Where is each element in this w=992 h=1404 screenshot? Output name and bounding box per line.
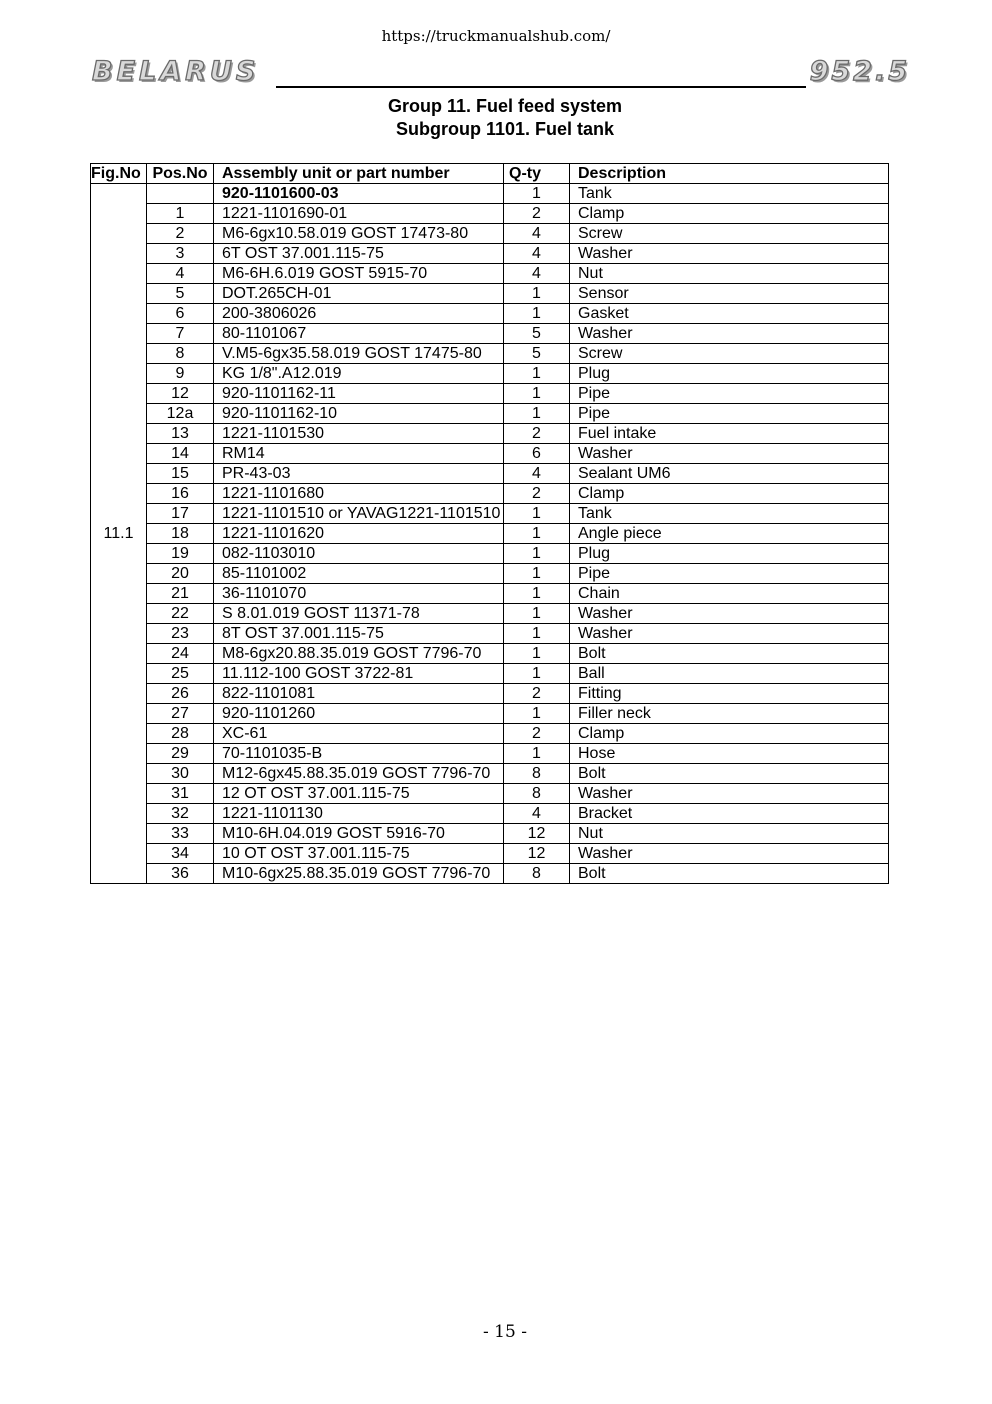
quantity-cell: 1 <box>504 624 570 644</box>
pos-cell: 14 <box>147 444 214 464</box>
pos-cell: 1 <box>147 204 214 224</box>
quantity-cell: 2 <box>504 204 570 224</box>
part-number-cell: 1221-1101680 <box>214 484 504 504</box>
description-cell: Ball <box>570 664 889 684</box>
quantity-cell: 2 <box>504 424 570 444</box>
description-cell: Washer <box>570 324 889 344</box>
part-number-cell: 1221-1101530 <box>214 424 504 444</box>
part-number-cell: XC-61 <box>214 724 504 744</box>
part-number-cell: 70-1101035-B <box>214 744 504 764</box>
description-cell: Nut <box>570 824 889 844</box>
subgroup-title: Subgroup 1101. Fuel tank <box>395 119 615 139</box>
col-header-desc: Description <box>570 164 889 184</box>
table-row <box>91 444 889 464</box>
group-title: Group 11. Fuel feed system <box>387 96 623 116</box>
brand-logo: BELARUS <box>92 56 260 87</box>
part-number-cell: 920-1101600-03 <box>214 184 504 204</box>
part-number-cell: 80-1101067 <box>214 324 504 344</box>
table-row <box>91 284 889 304</box>
description-cell: Gasket <box>570 304 889 324</box>
pos-cell: 2 <box>147 224 214 244</box>
quantity-cell: 1 <box>504 584 570 604</box>
pos-cell: 18 <box>147 524 214 544</box>
description-cell: Washer <box>570 844 889 864</box>
part-number-cell: M12-6gx45.88.35.019 GOST 7796-70 <box>214 764 504 784</box>
pos-cell: 5 <box>147 284 214 304</box>
part-number-cell: S 8.01.019 GOST 11371-78 <box>214 604 504 624</box>
quantity-cell: 12 <box>504 844 570 864</box>
pos-cell: 12 <box>147 384 214 404</box>
table-row <box>91 564 889 584</box>
description-cell: Washer <box>570 444 889 464</box>
description-cell: Pipe <box>570 404 889 424</box>
part-number-cell: 1221-1101690-01 <box>214 204 504 224</box>
pos-cell: 23 <box>147 624 214 644</box>
part-number-cell: 8T OST 37.001.115-75 <box>214 624 504 644</box>
description-cell: Nut <box>570 264 889 284</box>
part-number-cell: DOT.265CH-01 <box>214 284 504 304</box>
pos-cell: 24 <box>147 644 214 664</box>
quantity-cell: 1 <box>504 604 570 624</box>
quantity-cell: 1 <box>504 744 570 764</box>
pos-cell: 21 <box>147 584 214 604</box>
table-row <box>91 604 889 624</box>
pos-cell: 31 <box>147 784 214 804</box>
description-cell: Sensor <box>570 284 889 304</box>
description-cell: Tank <box>570 504 889 524</box>
quantity-cell: 1 <box>504 704 570 724</box>
quantity-cell: 4 <box>504 244 570 264</box>
pos-cell: 27 <box>147 704 214 724</box>
quantity-cell: 1 <box>504 564 570 584</box>
quantity-cell: 2 <box>504 484 570 504</box>
table-row <box>91 344 889 364</box>
quantity-cell: 1 <box>504 364 570 384</box>
pos-cell: 4 <box>147 264 214 284</box>
quantity-cell: 4 <box>504 464 570 484</box>
part-number-cell: 920-1101162-11 <box>214 384 504 404</box>
table-row <box>91 424 889 444</box>
quantity-cell: 4 <box>504 264 570 284</box>
description-cell: Clamp <box>570 724 889 744</box>
pos-cell: 33 <box>147 824 214 844</box>
part-number-cell: 200-3806026 <box>214 304 504 324</box>
description-cell: Clamp <box>570 484 889 504</box>
quantity-cell: 1 <box>504 664 570 684</box>
description-cell: Clamp <box>570 204 889 224</box>
col-header-fig: Fig.No <box>91 164 147 184</box>
col-header-part: Assembly unit or part number <box>214 164 504 184</box>
pos-cell: 3 <box>147 244 214 264</box>
quantity-cell: 5 <box>504 344 570 364</box>
description-cell: Tank <box>570 184 889 204</box>
description-cell: Fitting <box>570 684 889 704</box>
table-row <box>91 324 889 344</box>
pos-cell: 13 <box>147 424 214 444</box>
description-cell: Hose <box>570 744 889 764</box>
part-number-cell: 082-1103010 <box>214 544 504 564</box>
col-header-pos: Pos.No <box>147 164 214 184</box>
quantity-cell: 8 <box>504 864 570 884</box>
page-number: - 15 - <box>483 1322 527 1342</box>
table-row <box>91 184 889 204</box>
description-cell: Washer <box>570 604 889 624</box>
quantity-cell: 1 <box>504 524 570 544</box>
part-number-cell: 10 OT OST 37.001.115-75 <box>214 844 504 864</box>
source-url[interactable]: https://truckmanualshub.com/ <box>381 27 611 45</box>
quantity-cell: 8 <box>504 784 570 804</box>
pos-cell: 17 <box>147 504 214 524</box>
part-number-cell: M6-6gx10.58.019 GOST 17473-80 <box>214 224 504 244</box>
pos-cell: 12a <box>147 404 214 424</box>
table-row <box>91 464 889 484</box>
table-row <box>91 644 889 664</box>
part-number-cell: 920-1101162-10 <box>214 404 504 424</box>
table-row <box>91 404 889 424</box>
table-row <box>91 204 889 224</box>
pos-cell: 6 <box>147 304 214 324</box>
description-cell: Pipe <box>570 384 889 404</box>
table-row <box>91 524 889 544</box>
description-cell: Chain <box>570 584 889 604</box>
part-number-cell: 920-1101260 <box>214 704 504 724</box>
pos-cell: 15 <box>147 464 214 484</box>
table-row <box>91 844 889 864</box>
quantity-cell: 1 <box>504 384 570 404</box>
part-number-cell: 1221-1101620 <box>214 524 504 544</box>
quantity-cell: 2 <box>504 684 570 704</box>
pos-cell: 32 <box>147 804 214 824</box>
part-number-cell: 85-1101002 <box>214 564 504 584</box>
table-row <box>91 224 889 244</box>
table-row <box>91 304 889 324</box>
table-row <box>91 364 889 384</box>
quantity-cell: 1 <box>504 544 570 564</box>
pos-cell <box>147 184 214 204</box>
part-number-cell: 11.112-100 GOST 3722-81 <box>214 664 504 684</box>
pos-cell: 34 <box>147 844 214 864</box>
part-number-cell: M10-6gx25.88.35.019 GOST 7796-70 <box>214 864 504 884</box>
description-cell: Washer <box>570 244 889 264</box>
table-row <box>91 764 889 784</box>
table-row <box>91 484 889 504</box>
pos-cell: 9 <box>147 364 214 384</box>
pos-cell: 7 <box>147 324 214 344</box>
part-number-cell: 6T OST 37.001.115-75 <box>214 244 504 264</box>
model-number: 952.5 <box>809 56 910 87</box>
table-row <box>91 864 889 884</box>
pos-cell: 30 <box>147 764 214 784</box>
pos-cell: 26 <box>147 684 214 704</box>
part-number-cell: 1221-1101130 <box>214 804 504 824</box>
description-cell: Fuel intake <box>570 424 889 444</box>
table-row <box>91 724 889 744</box>
pos-cell: 19 <box>147 544 214 564</box>
pos-cell: 8 <box>147 344 214 364</box>
description-cell: Plug <box>570 544 889 564</box>
description-cell: Washer <box>570 784 889 804</box>
pos-cell: 36 <box>147 864 214 884</box>
description-cell: Angle piece <box>570 524 889 544</box>
table-row <box>91 784 889 804</box>
quantity-cell: 1 <box>504 304 570 324</box>
table-row <box>91 504 889 524</box>
description-cell: Filler neck <box>570 704 889 724</box>
quantity-cell: 4 <box>504 804 570 824</box>
part-number-cell: 1221-1101510 or YAVAG1221-1101510 <box>214 504 504 524</box>
quantity-cell: 1 <box>504 504 570 524</box>
table-row <box>91 544 889 564</box>
quantity-cell: 5 <box>504 324 570 344</box>
quantity-cell: 1 <box>504 184 570 204</box>
pos-cell: 25 <box>147 664 214 684</box>
header-rule <box>276 86 806 88</box>
description-cell: Screw <box>570 344 889 364</box>
description-cell: Plug <box>570 364 889 384</box>
table-row <box>91 804 889 824</box>
table-header-row <box>91 164 889 184</box>
part-number-cell: M6-6H.6.019 GOST 5915-70 <box>214 264 504 284</box>
description-cell: Bolt <box>570 644 889 664</box>
description-cell: Washer <box>570 624 889 644</box>
quantity-cell: 1 <box>504 644 570 664</box>
table-row <box>91 684 889 704</box>
table-row <box>91 264 889 284</box>
quantity-cell: 4 <box>504 224 570 244</box>
quantity-cell: 8 <box>504 764 570 784</box>
description-cell: Pipe <box>570 564 889 584</box>
pos-cell: 29 <box>147 744 214 764</box>
description-cell: Screw <box>570 224 889 244</box>
part-number-cell: RM14 <box>214 444 504 464</box>
part-number-cell: KG 1/8".A12.019 <box>214 364 504 384</box>
quantity-cell: 12 <box>504 824 570 844</box>
part-number-cell: 12 OT OST 37.001.115-75 <box>214 784 504 804</box>
description-cell: Bracket <box>570 804 889 824</box>
table-row <box>91 744 889 764</box>
pos-cell: 22 <box>147 604 214 624</box>
table-row <box>91 584 889 604</box>
description-cell: Sealant UM6 <box>570 464 889 484</box>
description-cell: Bolt <box>570 764 889 784</box>
parts-table <box>90 163 889 884</box>
fig-number-cell: 11.1 <box>91 184 147 884</box>
quantity-cell: 6 <box>504 444 570 464</box>
description-cell: Bolt <box>570 864 889 884</box>
part-number-cell: 822-1101081 <box>214 684 504 704</box>
part-number-cell: M8-6gx20.88.35.019 GOST 7796-70 <box>214 644 504 664</box>
quantity-cell: 1 <box>504 404 570 424</box>
pos-cell: 28 <box>147 724 214 744</box>
table-row <box>91 824 889 844</box>
quantity-cell: 1 <box>504 284 570 304</box>
table-row <box>91 384 889 404</box>
pos-cell: 16 <box>147 484 214 504</box>
col-header-qty: Q-ty <box>504 164 570 184</box>
table-row <box>91 624 889 644</box>
part-number-cell: V.M5-6gx35.58.019 GOST 17475-80 <box>214 344 504 364</box>
part-number-cell: PR-43-03 <box>214 464 504 484</box>
pos-cell: 20 <box>147 564 214 584</box>
table-row <box>91 664 889 684</box>
quantity-cell: 2 <box>504 724 570 744</box>
table-row <box>91 244 889 264</box>
parts-table-body <box>91 184 889 884</box>
part-number-cell: M10-6H.04.019 GOST 5916-70 <box>214 824 504 844</box>
table-row <box>91 704 889 724</box>
part-number-cell: 36-1101070 <box>214 584 504 604</box>
